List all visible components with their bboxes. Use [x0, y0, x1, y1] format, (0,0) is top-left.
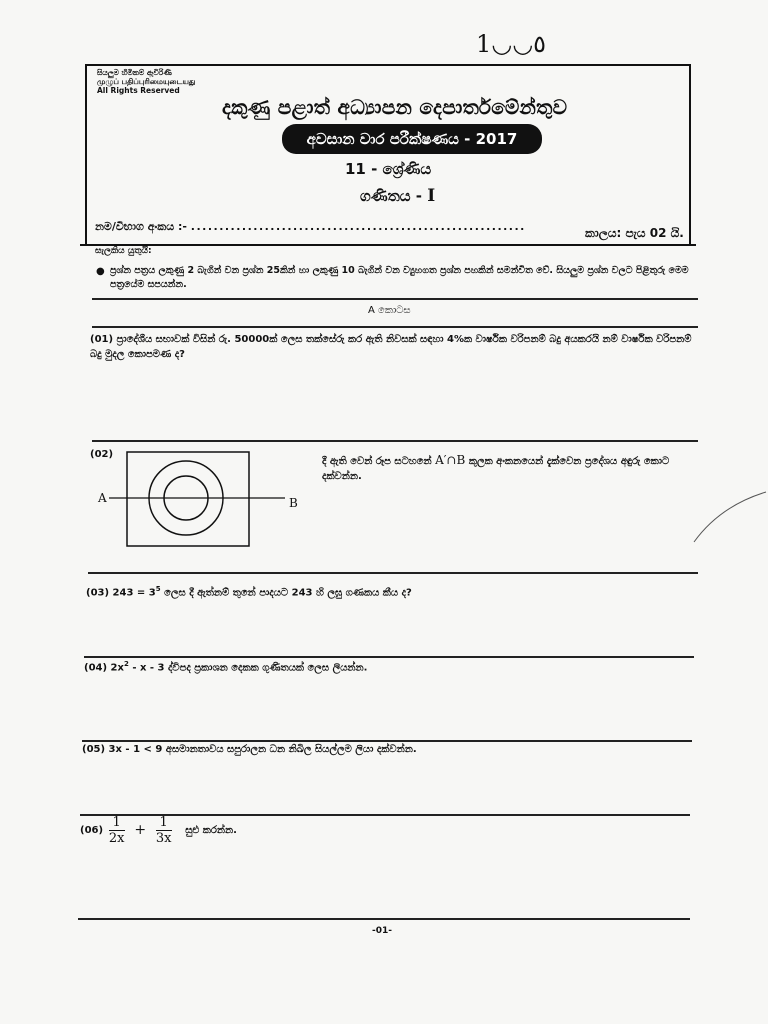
exam-title — [282, 124, 542, 154]
question-text: ප්‍රාදේශීය සභාවක් විසින් රු. 50000ක් ලෙස තක්සේරු කර ඇති නිවසක් සඳහා 4%ක වාර්ෂික වරිපනම් බදු අයකරයි නම් වාර්ෂික වරිපනම් බදු මුදල කොපමණ ද? — [90, 334, 692, 360]
grade-label: 11 - ශ්‍රේණිය — [345, 160, 432, 178]
divider — [92, 298, 698, 300]
subject-label — [360, 186, 435, 206]
plus-sign: + — [134, 822, 147, 838]
venn-label-b: B — [289, 496, 298, 510]
instructions-title: සැලකිය යුතුයි: — [95, 246, 152, 256]
denominator: 2x — [108, 831, 125, 846]
divider — [92, 326, 698, 328]
fraction — [109, 815, 125, 846]
exponent: 5 — [155, 585, 161, 593]
question-number: (03) — [86, 587, 110, 599]
subject-name: ගණිතය - — [360, 187, 428, 205]
numerator: 1 — [109, 815, 125, 831]
math-expression: 3x - 1 < 9 — [108, 744, 163, 755]
question-text: කුලක අංකනයෙන් දැක්වෙන ප්‍රදේශය අඳුරු කොට දක්වන්න. — [322, 456, 670, 482]
exponent: 2 — [123, 660, 129, 668]
paper-number: I — [427, 186, 436, 206]
department-title: දකුණු පළාත් අධ්‍යාපන දෙපාර්තමේන්තුව — [222, 95, 568, 119]
exam-title-text: අවසාන වාර පරීක්ෂණය - 2017 — [306, 130, 518, 148]
time-label: කාලය: පැය 02 යි. — [585, 226, 684, 240]
numerator: 1 — [156, 815, 172, 831]
denominator: 3x — [155, 831, 172, 846]
question-number: (01) — [90, 334, 114, 345]
question-2-text — [322, 453, 702, 484]
question-text: ලෙස දී ඇත්නම් තුනේ පාදයට 243 හි ලඝු ගණකය කීය ද? — [160, 587, 412, 599]
page-number: -01- — [372, 926, 392, 936]
question-text: සුළු කරන්න. — [185, 825, 237, 836]
name-dots: ........................................................... — [190, 220, 526, 233]
fraction — [156, 815, 172, 846]
question-1 — [90, 332, 700, 362]
math-expression: - x - 3 — [128, 662, 165, 674]
question-5 — [82, 742, 692, 757]
page-corner-mark: 1◡◡٥ — [476, 30, 547, 58]
math-expression: 243 = 3 — [112, 587, 156, 599]
name-field — [95, 220, 526, 234]
divider — [88, 572, 698, 574]
instructions-text: ප්‍රශ්න පත්‍රය ලකුණු 2 බැගින් වන ප්‍රශ්න 25කින් හා ලකුණු 10 බැගින් වන ව්‍යුහගත ප්‍රශ්න පහකින් සමන්විත වේ. සියලුම ප්‍රශ්න වලට පිළිතුරු මෙම පත්‍රයේම සපයන්න. — [110, 265, 689, 290]
universal-set-rectangle — [127, 452, 249, 546]
question-2-number: (02) — [90, 449, 114, 460]
name-label: නම/විභාග අංකය :- — [95, 220, 187, 233]
question-number: (05) — [82, 744, 106, 755]
copyright-notice — [97, 68, 195, 95]
set-expression: A′∩B — [435, 453, 466, 467]
question-text: දී ඇති වෙන් රූප සටහනේ — [322, 456, 436, 467]
question-text: ද්විපද ප්‍රකාශන දෙකක ගුණිතයක් ලෙස ලියන්න. — [164, 662, 368, 674]
question-3 — [86, 582, 696, 600]
bullet-icon: ● — [96, 266, 105, 277]
divider — [92, 440, 698, 442]
copyright-ta: முழுப் பதிப்புரிமையுடையது — [97, 77, 196, 86]
math-expression: 2x — [110, 662, 124, 674]
question-number: (04) — [84, 662, 108, 674]
copyright-si: සියලුම හිමිකම් ඇවිරිණි — [97, 68, 172, 77]
venn-label-a: A — [98, 491, 107, 505]
question-text: අසමානතාවය සපුරාලන ධන නිඛිල සියල්ලම ලියා දක්වන්න. — [162, 744, 417, 755]
header-divider — [80, 244, 696, 246]
question-6 — [80, 815, 690, 846]
divider — [78, 918, 690, 920]
venn-diagram — [95, 448, 310, 553]
question-4 — [84, 657, 694, 675]
copyright-en: All Rights Reserved — [97, 86, 180, 95]
scan-artifact-mark — [690, 486, 768, 546]
question-number: (06) — [80, 825, 104, 836]
section-title: A කොටස — [368, 305, 411, 316]
